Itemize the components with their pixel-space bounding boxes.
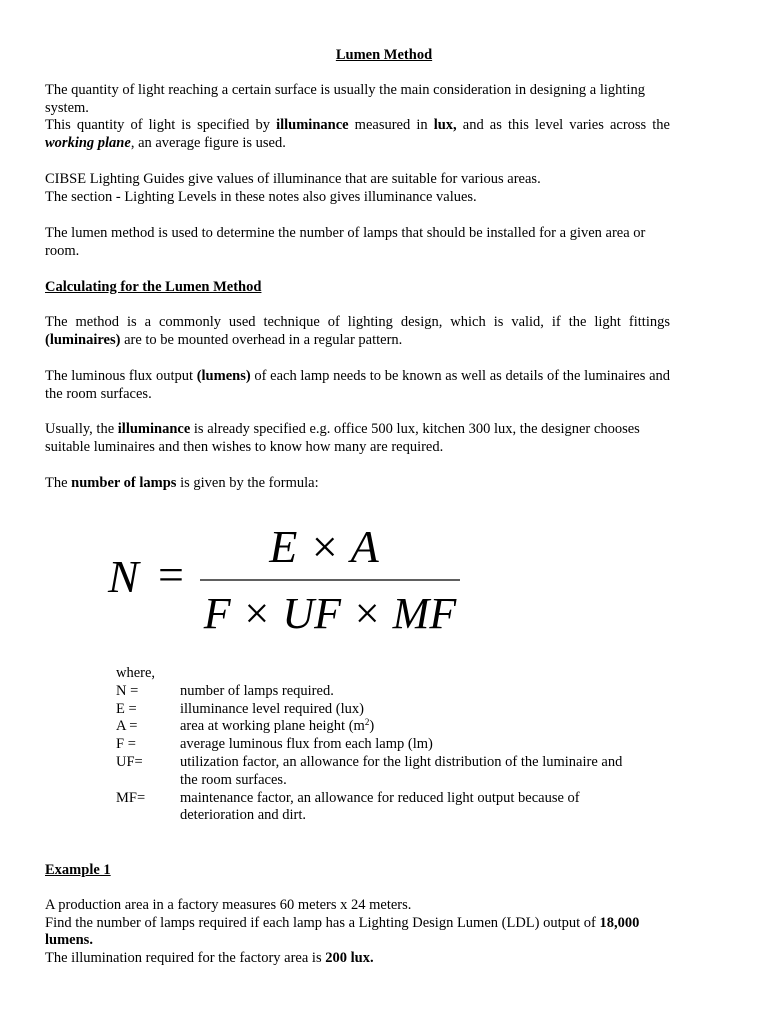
section-heading-calculating: Calculating for the Lumen Method: [45, 279, 262, 295]
definitions-intro: where,: [116, 665, 156, 681]
example-line-1: A production area in a factory measures 60 meters x 24 meters.: [45, 897, 412, 913]
intro-line-2: This quantity of light is specified by illuminance measured in lux, and as this level varies across the working plane, an average figure is used.: [45, 117, 670, 151]
term-number-of-lamps: number of lamps: [71, 475, 177, 491]
lux-value: 200 lux.: [325, 949, 374, 966]
definition-mf: MF= maintenance factor, an allowance for reduced light output because of deterioration and dirt.: [116, 789, 580, 824]
term-lumens: (lumens): [196, 368, 251, 384]
method-paragraph: The method is a commonly used technique of lighting design, which is valid, if the light fittings (luminaires) are to be mounted overhead in a regular pattern.: [45, 314, 670, 348]
term-working-plane: working plane: [45, 134, 131, 151]
cibse-line-1: CIBSE Lighting Guides give values of illuminance that are suitable for various areas.: [45, 171, 541, 187]
term-luminaires: (luminaires): [45, 331, 121, 348]
term-illuminance: illuminance: [276, 117, 349, 133]
intro-paragraph: [45, 82, 670, 152]
definition-a: A = area at working plane height $(m^2)$: [116, 717, 375, 735]
ldl-value: 18,000 lumens.: [45, 914, 640, 948]
formula-equals: =: [158, 549, 184, 600]
definition-uf: UF= utilization factor, an allowance for the light distribution of the luminaire and the room surfaces.: [116, 753, 623, 788]
intro-line-1: The quantity of light reaching a certain surface is usually the main consideration in designing a lighting system.: [45, 82, 645, 116]
formula-denominator: F × UF × MF: [203, 589, 457, 638]
definition-n: N = number of lamps required.: [116, 682, 334, 699]
example-line-2: Find the number of lamps required if each lamp has a Lighting Design Lumen (LDL) output of 18,000 lumens.: [45, 914, 640, 948]
formula-intro: The number of lamps is given by the formula:: [45, 475, 319, 491]
section-heading-example: Example 1: [45, 862, 111, 878]
document-title: Lumen Method: [335, 47, 433, 63]
definition-e: E = illuminance level required (lux): [116, 700, 364, 717]
illuminance-paragraph: Usually, the illuminance is already specified e.g. office 500 lux, kitchen 300 lux, the designer chooses suitable luminaires and then wishes to know how many are required.: [45, 421, 640, 455]
term-illuminance-2: illuminance: [117, 421, 191, 437]
variable-definitions: [116, 665, 636, 825]
example-line-3: The illumination required for the factory area is 200 lux.: [45, 949, 374, 966]
cibse-line-2: The section - Lighting Levels in these notes also gives illuminance values.: [45, 188, 477, 205]
flux-paragraph: The luminous flux output (lumens) of each lamp needs to be known as well as details of the luminaires and the room surfaces.: [45, 368, 670, 402]
term-lux: lux,: [433, 117, 457, 133]
formula-lhs: N: [108, 551, 139, 602]
example-paragraph: [45, 897, 670, 967]
cibse-paragraph: [45, 171, 670, 206]
definition-f: F = average luminous flux from each lamp (lm): [116, 736, 433, 753]
formula-numerator: E × A: [269, 521, 379, 572]
lumen-formula: [106, 518, 476, 643]
purpose-paragraph: The lumen method is used to determine the number of lamps that should be installed for a given area or room.: [45, 225, 646, 259]
